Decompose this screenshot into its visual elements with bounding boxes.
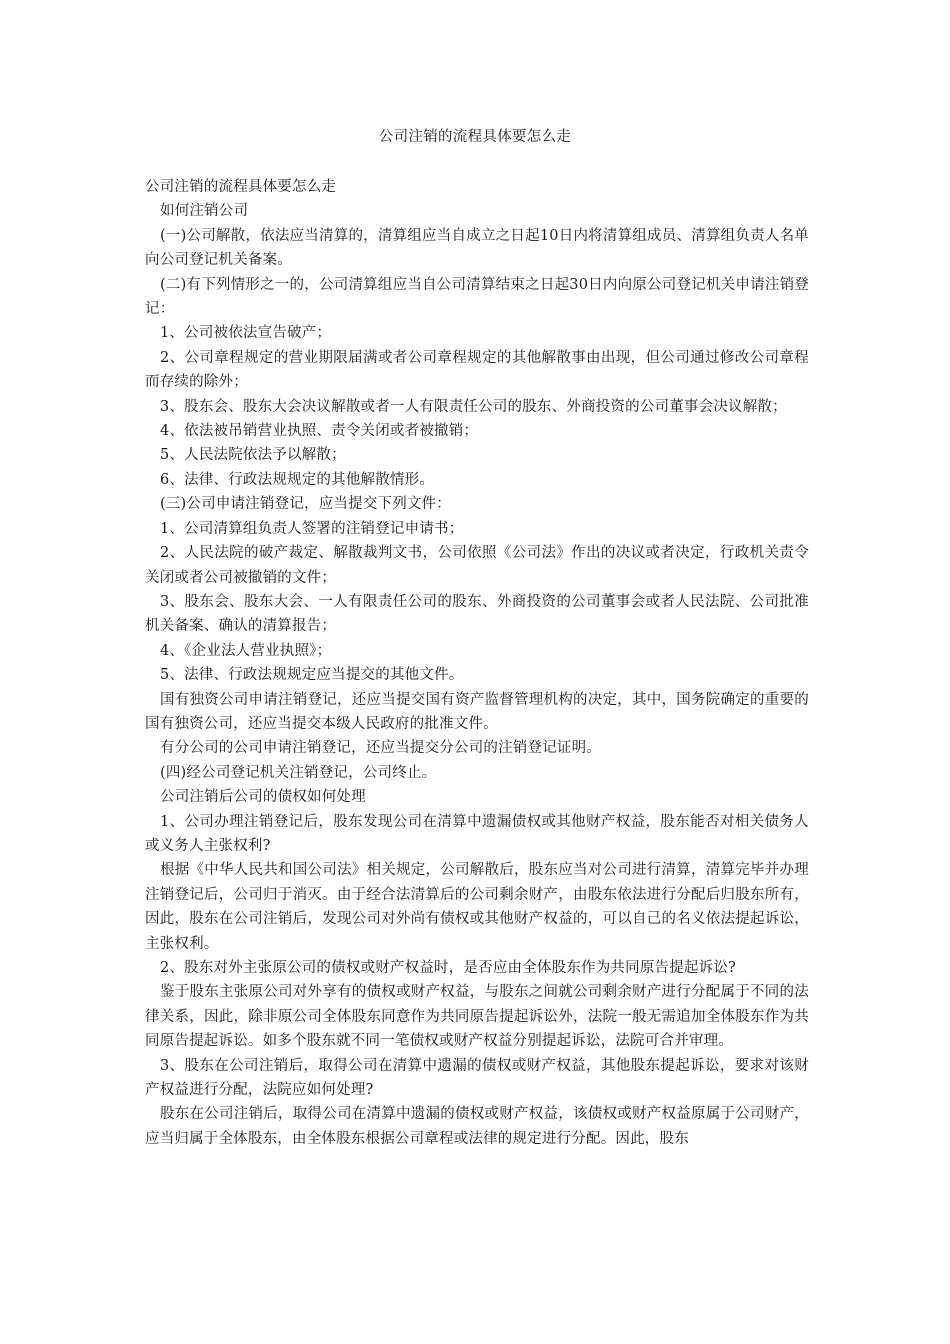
body-paragraph: 4、《企业法人营业执照》；: [160, 642, 332, 659]
body-paragraph: 鉴于股东主张原公司对外享有的债权或财产权益，与股东之间就公司剩余财产进行分配属于不同的法律关系，因此，除非原公司全体股东同意作为共同原告提起诉讼外，法院一般无需追加全体股东作为共同原告提起诉讼。如多个股东就不同一笔债权或财产权益分别提起诉讼，法院可合并审理。: [145, 984, 809, 1050]
body-paragraph: 2、人民法院的破产裁定、解散裁判文书，公司依照《公司法》作出的决议或者决定，行政机关责令关闭或者公司被撤销的文件；: [145, 545, 809, 586]
body-paragraph: (三)公司申请注销登记，应当提交下列文件：: [160, 496, 452, 513]
body-paragraph: (二)有下列情形之一的，公司清算组应当自公司清算结束之日起30日内向原公司登记机关申请注销登记：: [145, 276, 809, 318]
body-paragraph: 2、公司章程规定的营业期限届满或者公司章程规定的其他解散事由出现，但公司通过修改公司章程而存续的除外；: [145, 349, 809, 391]
body-paragraph: 公司注销后公司的债权如何处理: [160, 789, 366, 806]
body-paragraph: 公司注销的流程具体要怎么走: [145, 179, 337, 195]
body-paragraph: 1、公司办理注销登记后，股东发现公司在清算中遗漏债权或其他财产权益，股东能否对相关债务人或义务人主张权利?: [145, 813, 809, 854]
document-title: 公司注销的流程具体要怎么走: [378, 129, 572, 145]
body-paragraph: 2、股东对外主张原公司的债权或财产权益时，是否应由全体股东作为共同原告提起诉讼?: [160, 960, 736, 976]
body-paragraph: (一)公司解散，依法应当清算的，清算组应当自成立之日起10日内将清算组成员、清算组负责人名单向公司登记机关备案。: [145, 227, 809, 269]
body-paragraph: 如何注销公司: [160, 203, 249, 220]
body-paragraph: 股东在公司注销后，取得公司在清算中遗漏的债权或财产权益，该债权或财产权益原属于公司财产，应当归属于全体股东，由全体股东根据公司章程或法律的规定进行分配。因此，股东: [145, 1106, 809, 1147]
body-paragraph: 1、公司清算组负责人签署的注销登记申请书；: [160, 520, 464, 537]
body-paragraph: 1、公司被依法宣告破产；: [160, 325, 332, 342]
body-paragraph: 6、法律、行政法规规定的其他解散情形。: [160, 471, 435, 488]
body-paragraph: 5、人民法院依法予以解散；: [160, 447, 346, 464]
body-paragraph: 5、法律、行政法规规定应当提交的其他文件。: [160, 667, 464, 684]
body-paragraph: 3、股东在公司注销后，取得公司在清算中遗漏的债权或财产权益，其他股东提起诉讼，要求对该财产权益进行分配，法院应如何处理?: [145, 1057, 809, 1099]
body-paragraph: 3、股东会、股东大会、一人有限责任公司的股东、外商投资的公司董事会或者人民法院、公司批准机关备案、确认的清算报告；: [145, 593, 809, 635]
body-paragraph: 国有独资公司申请注销登记，还应当提交国有资产监督管理机构的决定，其中，国务院确定的重要的国有独资公司，还应当提交本级人民政府的批准文件。: [145, 691, 809, 732]
body-paragraph: 3、股东会、股东大会决议解散或者一人有限责任公司的股东、外商投资的公司董事会决议解散；: [160, 398, 787, 415]
body-paragraph: (四)经公司登记机关注销登记，公司终止。: [160, 764, 437, 781]
document-body: [145, 175, 809, 1151]
body-paragraph: 有分公司的公司申请注销登记，还应当提交分公司的注销登记证明。: [160, 740, 601, 757]
body-paragraph: 4、依法被吊销营业执照、责令关闭或者被撤销；: [160, 423, 479, 440]
body-paragraph: 根据《中华人民共和国公司法》相关规定，公司解散后，股东应当对公司进行清算，清算完毕并办理注销登记后，公司归于消灭。由于经合法清算后的公司剩余财产，由股东依法进行分配后归股东所有，因此，股东在公司注销后，发现公司对外尚有债权或其他财产权益的，可以自己的名义依法提起诉讼，主张权利。: [145, 862, 809, 952]
